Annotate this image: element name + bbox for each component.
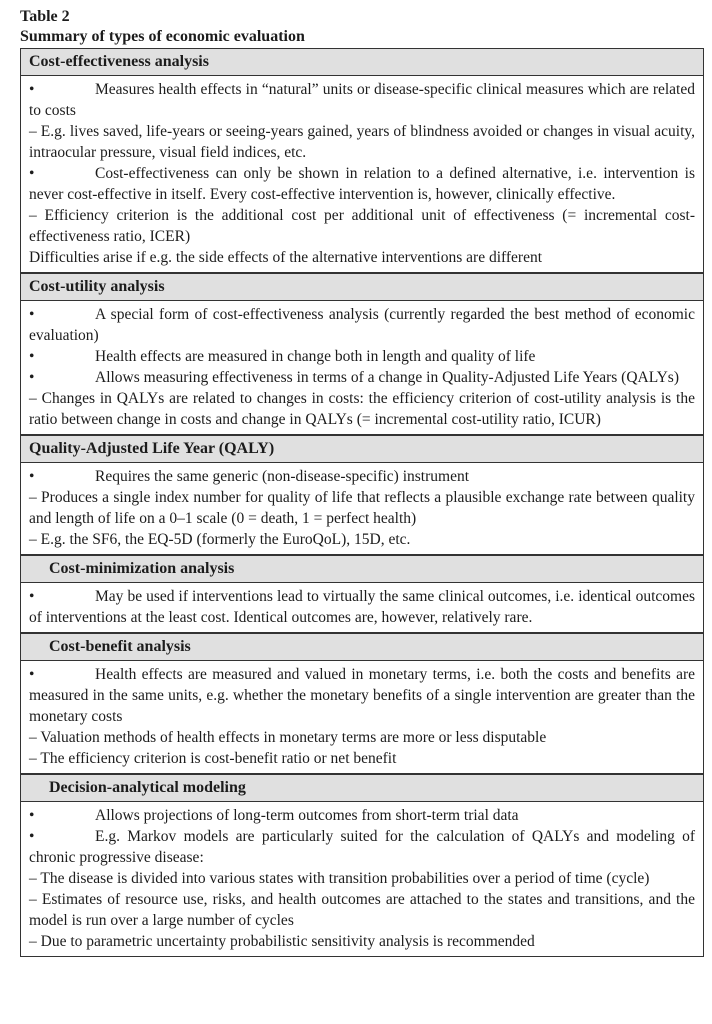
dash-list-item (29, 205, 695, 247)
dash-list-item (29, 889, 695, 931)
section-heading: Decision-analytical modeling (20, 775, 704, 802)
section-body (20, 802, 704, 956)
bullet-icon: • (29, 348, 35, 365)
item-text: – E.g. lives saved, life-years or seeing-years gained, years of blindness avoided or changes in visual acuity, intraocular pressure, visual field indices, etc. (29, 123, 695, 161)
bullet-list-item (29, 163, 695, 205)
bullet-icon: • (29, 828, 35, 845)
dash-list-item (29, 388, 695, 430)
section-body (20, 661, 704, 775)
section-body (20, 583, 704, 634)
item-text: Difficulties arise if e.g. the side effects of the alternative interventions are different (29, 249, 543, 266)
dash-list-item (29, 868, 695, 889)
item-text: Health effects are measured and valued in monetary terms, i.e. both the costs and benefits are measured in the same units, e.g. whether the monetary benefits of a single intervention are greater than the monetary costs (29, 666, 695, 725)
item-text: Cost-effectiveness can only be shown in relation to a defined alternative, i.e. intervention is never cost-effective in itself. Every cost-effective intervention is, however, clinically effective. (29, 165, 695, 203)
table-title: Summary of types of economic evaluation (20, 28, 305, 45)
section-heading: Cost-utility analysis (20, 274, 704, 301)
item-text: – Estimates of resource use, risks, and health outcomes are attached to the states and transitions, and the model is run over a large number of cycles (29, 891, 695, 929)
item-text: – Produces a single index number for quality of life that reflects a plausible exchange rate between quality and length of life on a 0–1 scale (0 = death, 1 = perfect health) (29, 489, 695, 527)
item-text: – Changes in QALYs are related to changes in costs: the efficiency criterion of cost-utility analysis is the ratio between change in costs and change in QALYs (= incremental cost-utility ratio, ICUR) (29, 390, 695, 428)
dash-list-item (29, 931, 695, 952)
item-text: A special form of cost-effectiveness analysis (currently regarded the best method of economic evaluation) (29, 306, 695, 344)
bullet-icon: • (29, 468, 35, 485)
table-caption (20, 7, 305, 47)
section-heading: Cost-effectiveness analysis (20, 49, 704, 76)
bullet-icon: • (29, 369, 35, 386)
table-section (20, 49, 704, 274)
bullet-list-item (29, 805, 695, 826)
section-heading: Quality-Adjusted Life Year (QALY) (20, 436, 704, 463)
bullet-list-item (29, 367, 695, 388)
bullet-list-item (29, 346, 695, 367)
item-text: – The efficiency criterion is cost-benefit ratio or net benefit (29, 750, 397, 767)
dash-list-item (29, 727, 695, 748)
section-heading: Cost-minimization analysis (20, 556, 704, 583)
table-section (20, 634, 704, 775)
item-text: – Due to parametric uncertainty probabilistic sensitivity analysis is recommended (29, 933, 535, 950)
item-text: Measures health effects in “natural” units or disease-specific clinical measures which are related to costs (29, 81, 695, 119)
dash-list-item (29, 247, 695, 268)
table-section (20, 775, 704, 956)
item-text: – Valuation methods of health effects in monetary terms are more or less disputable (29, 729, 547, 746)
bullet-list-item (29, 664, 695, 727)
section-body (20, 76, 704, 274)
item-text: Allows projections of long-term outcomes from short-term trial data (95, 807, 519, 824)
item-text: May be used if interventions lead to virtually the same clinical outcomes, i.e. identical outcomes of interventions at the least cost. Identical outcomes are, however, relatively rare. (29, 588, 695, 626)
item-text: Requires the same generic (non-disease-specific) instrument (95, 468, 470, 485)
table-section (20, 274, 704, 436)
bullet-icon: • (29, 588, 35, 605)
table-section (20, 556, 704, 634)
bullet-list-item (29, 586, 695, 628)
bullet-icon: • (29, 306, 35, 323)
bullet-icon: • (29, 81, 35, 98)
dash-list-item (29, 121, 695, 163)
section-body (20, 301, 704, 436)
dash-list-item (29, 529, 695, 550)
item-text: Allows measuring effectiveness in terms of a change in Quality-Adjusted Life Years (QALYs) (95, 369, 680, 386)
bullet-list-item (29, 466, 695, 487)
section-body (20, 463, 704, 556)
item-text: Health effects are measured in change both in length and quality of life (95, 348, 536, 365)
bullet-list-item (29, 304, 695, 346)
bullet-icon: • (29, 666, 35, 683)
item-text: E.g. Markov models are particularly suited for the calculation of QALYs and modeling of chronic progressive disease: (29, 828, 695, 866)
table-label: Table 2 (20, 8, 70, 25)
bullet-icon: • (29, 165, 35, 182)
item-text: – The disease is divided into various states with transition probabilities over a period of time (cycle) (29, 870, 650, 887)
table-section (20, 436, 704, 556)
section-heading: Cost-benefit analysis (20, 634, 704, 661)
item-text: – Efficiency criterion is the additional cost per additional unit of effectiveness (= incremental cost-effectiveness ratio, ICER) (29, 207, 695, 245)
dash-list-item (29, 487, 695, 529)
bullet-list-item (29, 79, 695, 121)
summary-table (20, 48, 704, 957)
bullet-icon: • (29, 807, 35, 824)
bullet-list-item (29, 826, 695, 868)
dash-list-item (29, 748, 695, 769)
item-text: – E.g. the SF6, the EQ-5D (formerly the EuroQoL), 15D, etc. (29, 531, 411, 548)
